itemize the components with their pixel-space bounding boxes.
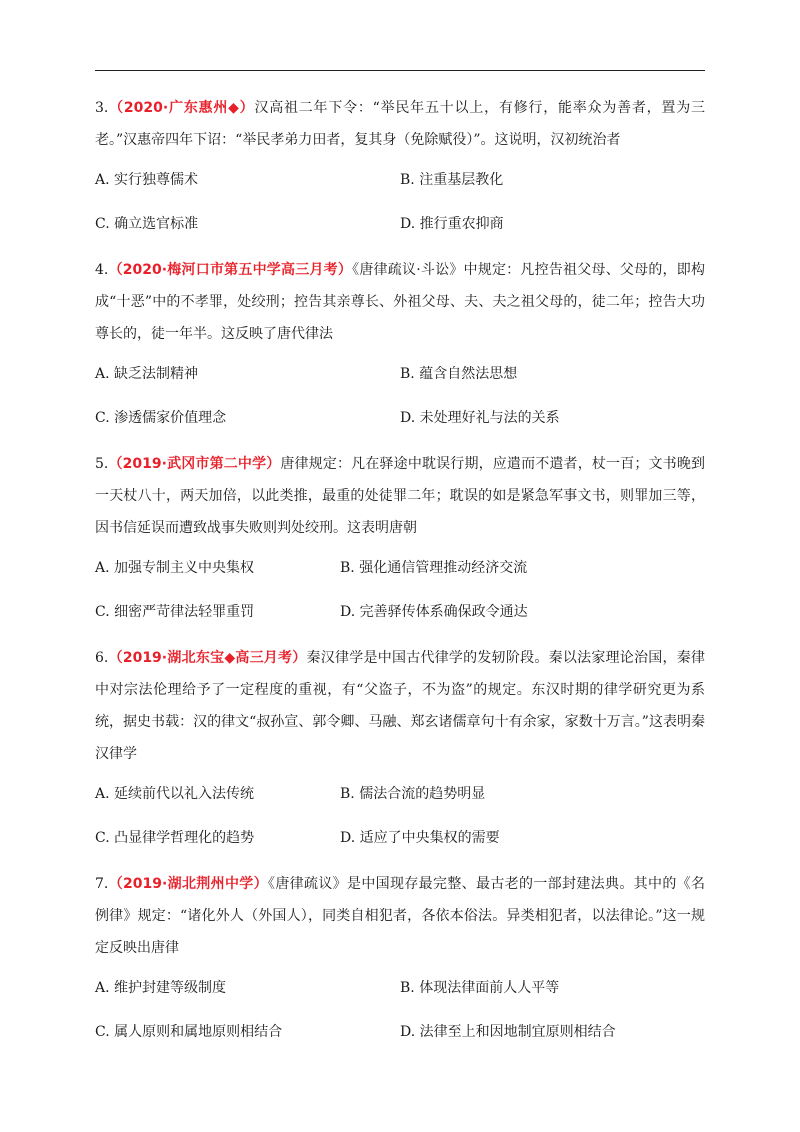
question-list	[95, 92, 705, 1062]
option-d[interactable]: D. 法律至上和因地制宜原则相结合	[400, 1024, 616, 1040]
question-5	[95, 448, 705, 624]
question-6	[95, 642, 705, 850]
option-a[interactable]: A. 缺乏法制精神	[95, 366, 199, 382]
option-a[interactable]: A. 实行独尊儒术	[95, 172, 199, 188]
option-b[interactable]: B. 体现法律面前人人平等	[400, 980, 560, 996]
option-b[interactable]: B. 儒法合流的趋势明显	[340, 786, 486, 802]
option-b[interactable]: B. 强化通信管理推动经济交流	[340, 560, 528, 576]
question-text: 秦汉律学是中国古代律学的发轫阶段。秦以法家理论治国，秦律中对宗法伦理给予了一定程度的重视，有“父盗子，不为盗”的规定。东汉时期的律学研究更为系统，据史书载：汉的律文“叔孙宣、郭令卿、马融、郑玄诸儒章句十有余家，家数十万言。”这表明秦汉律学	[95, 650, 705, 762]
question-source: （2020·梅河口市第五中学高三月考）	[108, 262, 353, 278]
option-c[interactable]: C. 确立选官标准	[95, 216, 199, 232]
option-b[interactable]: B. 蕴含自然法思想	[400, 366, 518, 382]
question-number: 4.	[95, 262, 109, 278]
question-number: 5.	[95, 456, 109, 472]
question-text: 《唐律疏议》是中国现存最完整、最古老的一部封建法典。其中的《名例律》规定：“诸化外人（外国人），同类自相犯者，各依本俗法。异类相犯者，以法律论。”这一规定反映出唐律	[95, 876, 705, 956]
option-c[interactable]: C. 凸显律学哲理化的趋势	[95, 830, 255, 846]
options	[95, 782, 705, 850]
option-d[interactable]: D. 适应了中央集权的需要	[340, 830, 500, 846]
question-stem	[95, 254, 705, 350]
question-text: 唐律规定：凡在驿途中耽误行期，应遣而不遣者，杖一百；文书晚到一天杖八十，两天加倍，以此类推，最重的处徒罪二年；耽误的如是紧急军事文书，则罪加三等，因书信延误而遭致战事失败则判处绞刑。这表明唐朝	[95, 456, 705, 536]
option-c[interactable]: C. 渗透儒家价值理念	[95, 410, 227, 426]
question-source: （2020·广东惠州◆）	[108, 100, 255, 116]
question-7	[95, 868, 705, 1044]
options	[95, 362, 705, 430]
option-d[interactable]: D. 完善驿传体系确保政令通达	[340, 604, 528, 620]
question-source: （2019·湖北荆州中学）	[108, 876, 268, 892]
option-c[interactable]: C. 细密严苛律法轻罪重罚	[95, 604, 255, 620]
question-source: （2019·湖北东宝◆高三月考）	[108, 650, 307, 666]
question-text: 《唐律疏议·斗讼》中规定：凡控告祖父母、父母的，即构成“十恶”中的不孝罪，处绞刑；控告其亲尊长、外祖父母、夫、夫之祖父母的，徒二年；控告大功尊长的，徒一年半。这反映了唐代律法	[95, 262, 705, 342]
question-number: 7.	[95, 876, 109, 892]
question-number: 6.	[95, 650, 109, 666]
option-c[interactable]: C. 属人原则和属地原则相结合	[95, 1024, 283, 1040]
option-b[interactable]: B. 注重基层教化	[400, 172, 504, 188]
question-stem	[95, 642, 705, 770]
question-stem	[95, 92, 705, 156]
question-text: 汉高祖二年下令：“举民年五十以上，有修行，能率众为善者，置为三老。”汉惠帝四年下诏：“举民孝弟力田者，复其身（免除赋役）”。这说明，汉初统治者	[95, 100, 705, 148]
option-d[interactable]: D. 未处理好礼与法的关系	[400, 410, 560, 426]
question-stem	[95, 448, 705, 544]
question-source: （2019·武冈市第二中学）	[108, 456, 281, 472]
options	[95, 168, 705, 236]
option-a[interactable]: A. 延续前代以礼入法传统	[95, 786, 255, 802]
option-a[interactable]: A. 加强专制主义中央集权	[95, 560, 255, 576]
question-4	[95, 254, 705, 430]
question-number: 3.	[95, 100, 109, 116]
options	[95, 556, 705, 624]
option-d[interactable]: D. 推行重农抑商	[400, 216, 504, 232]
options	[95, 976, 705, 1044]
header-rule	[95, 70, 705, 71]
option-a[interactable]: A. 维护封建等级制度	[95, 980, 227, 996]
question-3	[95, 92, 705, 236]
question-stem	[95, 868, 705, 964]
